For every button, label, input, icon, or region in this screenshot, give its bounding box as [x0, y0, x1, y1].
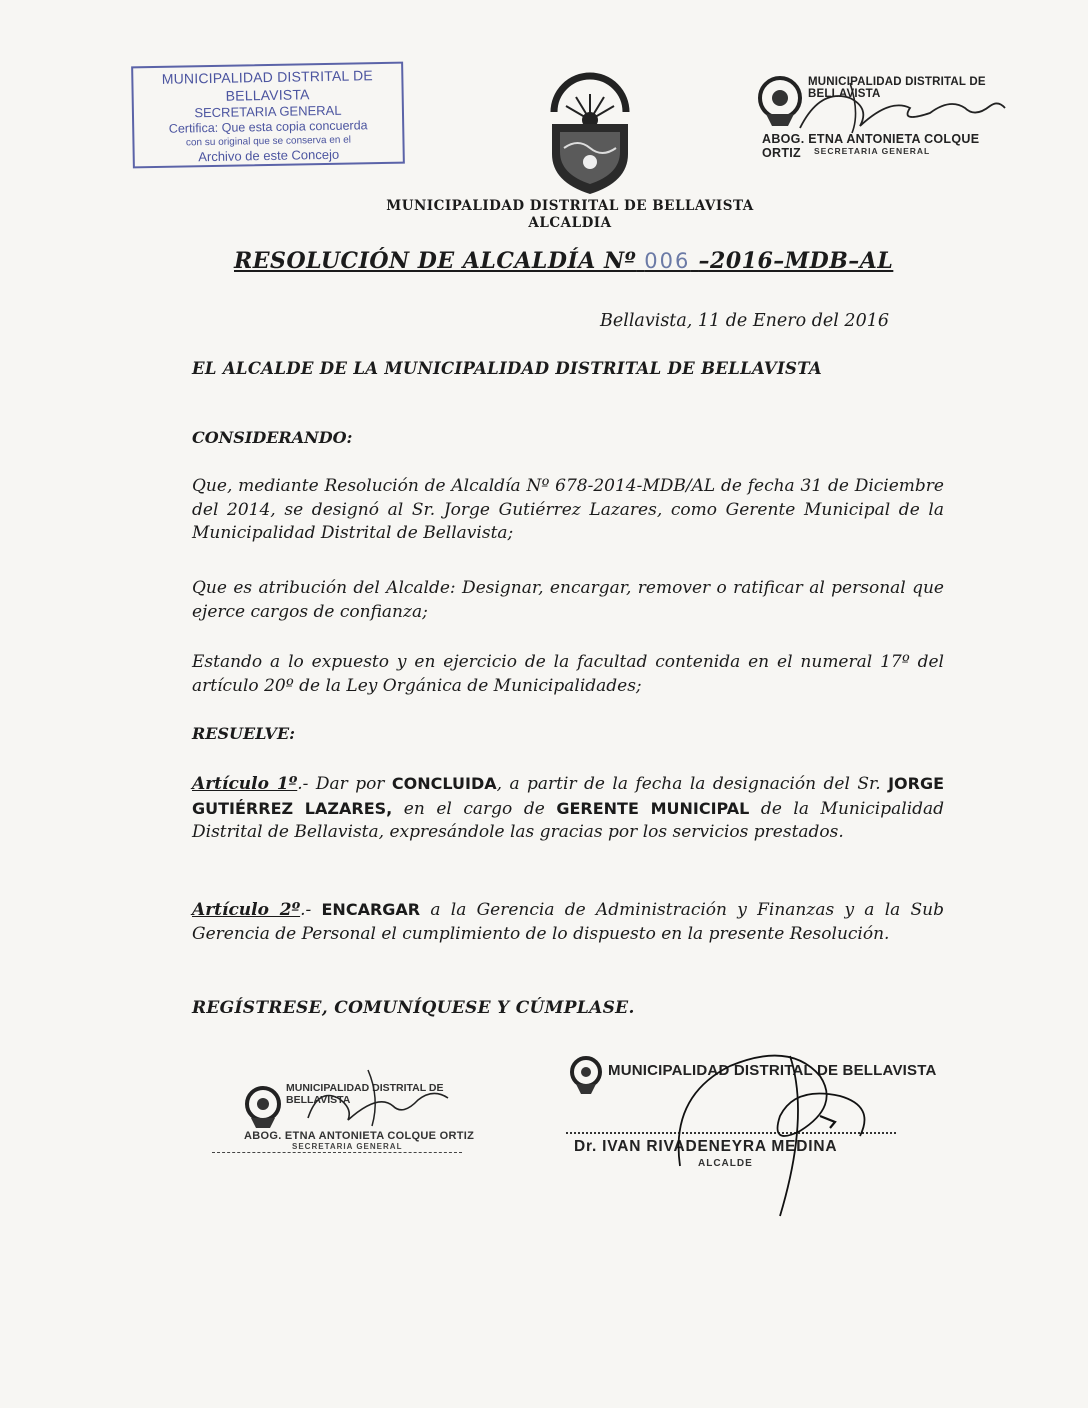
article-2-text-1: .- [300, 900, 322, 920]
article-2-text-2: a la Gerencia de Administración y Finanzas y a la Sub Gerencia de Personal el cumplimiento de lo dispuesto en la presente Resolución. [192, 900, 945, 944]
resuelve-heading: RESUELVE: [192, 724, 296, 743]
secretary-stamp-bottom-line3: SECRETARIA GENERAL [292, 1142, 403, 1151]
article-1-text-3: en el cargo de [392, 798, 557, 819]
article-2-bold-1: ENCARGAR [321, 900, 421, 919]
secretary-stamp-top-line3: SECRETARIA GENERAL [814, 146, 931, 156]
paragraph-3: Estando a lo expuesto y en ejercicio de la facultad contenida en el numeral 17º del artículo 20º de la Ley Orgánica de Municipalidades; [192, 652, 944, 696]
article-1-bold-1: CONCLUIDA [391, 774, 497, 793]
secretary-stamp-top-line1: MUNICIPALIDAD DISTRITAL DE BELLAVISTA [808, 76, 986, 100]
resolution-title [234, 248, 893, 274]
article-1-text-4: de la Municipalidad Distrital de Bellavista, expresándole las gracias por los servicios prestados. [192, 798, 945, 842]
mayor-stamp [560, 1052, 940, 1192]
certification-stamp [131, 62, 405, 169]
secretary-stamp-bottom-line1: MUNICIPALIDAD DISTRITAL DE BELLAVISTA [286, 1082, 444, 1106]
article-1-bold-3: GERENTE MUNICIPAL [556, 798, 750, 818]
alcalde-heading: EL ALCALDE DE LA MUNICIPALIDAD DISTRITAL DE BELLAVISTA [192, 359, 823, 378]
article-1 [192, 772, 944, 845]
resolution-number: 006 [644, 249, 691, 273]
secretary-stamp-top-line2: ABOG. ETNA ANTONIETA COLQUE ORTIZ [762, 132, 980, 160]
header-municipality: MUNICIPALIDAD DISTRITAL DE BELLAVISTA [386, 198, 754, 214]
resolution-prefix: RESOLUCIÓN DE ALCALDÍA Nº [234, 248, 637, 274]
article-1-bold-2: JORGE GUTIÉRREZ LAZARES, [192, 774, 945, 818]
cert-stamp-line1: MUNICIPALIDAD DISTRITAL DE BELLAVISTA [161, 67, 373, 104]
cert-stamp-line4: con su original que se conserva en el [185, 134, 352, 149]
signature-divider [212, 1152, 462, 1153]
municipal-crest-icon [540, 72, 640, 196]
cert-stamp-line5: Archivo de este Concejo [198, 147, 340, 165]
secretary-stamp-bottom [238, 1076, 498, 1156]
mayor-stamp-line1: MUNICIPALIDAD DISTRITAL DE BELLAVISTA [608, 1062, 937, 1079]
secretary-stamp-top [750, 70, 1000, 160]
resolution-suffix: –2016–MDB–AL [698, 248, 894, 274]
considerando-heading: CONSIDERANDO: [192, 428, 353, 447]
header-alcaldia: ALCALDIA [528, 215, 612, 231]
secretary-stamp-bottom-line2: ABOG. ETNA ANTONIETA COLQUE ORTIZ [244, 1130, 475, 1142]
small-crest-icon [238, 1082, 288, 1132]
mayor-title: ALCALDE [698, 1158, 753, 1169]
date-line: Bellavista, 11 de Enero del 2016 [600, 311, 889, 331]
secretary-signature-bottom [298, 1068, 478, 1128]
mayor-name: Dr. IVAN RIVADENEYRA MEDINA [574, 1138, 838, 1155]
article-2-label: Artículo 2º [192, 900, 301, 920]
paragraph-1: Que, mediante Resolución de Alcaldía Nº 678-2014-MDB/AL de fecha 31 de Diciembre del 2014, se designó al Sr. Jorge Gutiérrez Lazares, como Gerente Municipal de la Municipalidad Distrital de Bellavista; [192, 476, 944, 543]
article-1-text-2: , a partir de la fecha la designación del Sr. [496, 774, 889, 794]
small-crest-icon [564, 1052, 608, 1096]
article-1-text-1: .- Dar por [297, 774, 392, 794]
closing-line: REGÍSTRESE, COMUNÍQUESE Y CÚMPLASE. [192, 998, 635, 1018]
secretary-signature-top [790, 78, 1010, 138]
cert-stamp-line3: Certifica: Que esta copia concuerda [168, 118, 368, 136]
article-2 [192, 898, 944, 946]
mayor-signature [660, 1036, 900, 1226]
paragraph-2: Que es atribución del Alcalde: Designar, encargar, remover o ratificar al personal que ejerce cargos de confianza; [192, 578, 944, 622]
cert-stamp-line2: SECRETARIA GENERAL [194, 102, 342, 121]
article-1-label: Artículo 1º [192, 774, 298, 794]
